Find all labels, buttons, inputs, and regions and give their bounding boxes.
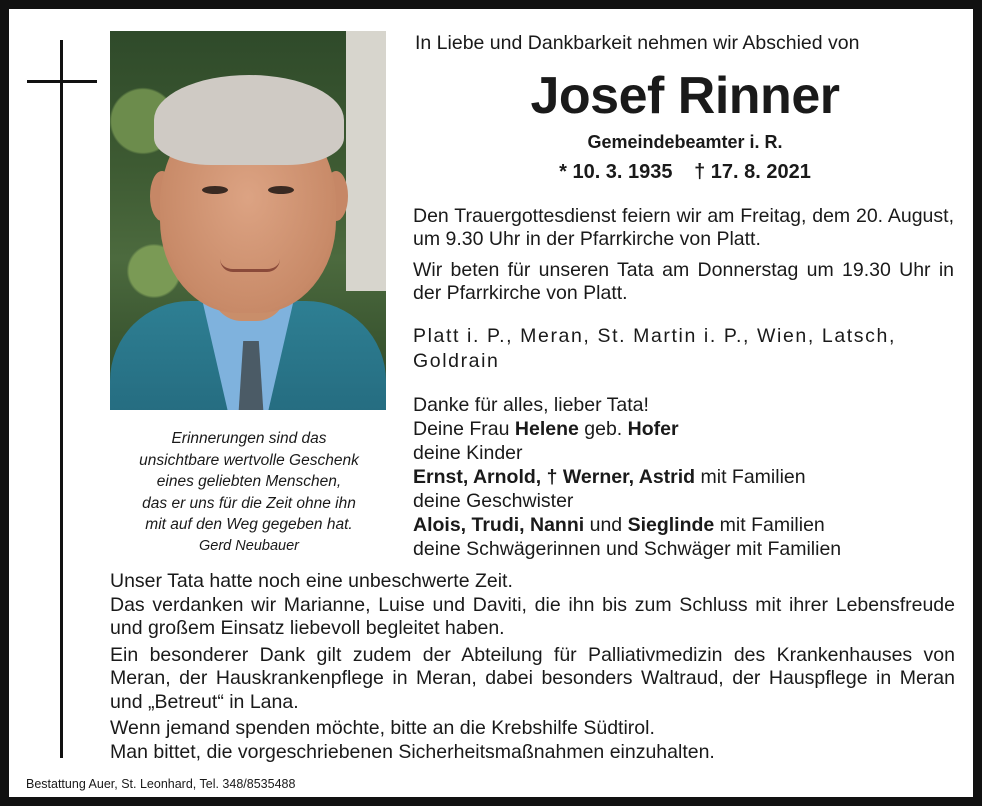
- inlaws-line: deine Schwägerinnen und Schwäger mit Familien: [413, 538, 842, 560]
- quote-line: unsichtbare wertvolle Geschenk: [139, 451, 359, 469]
- family-list: [413, 393, 954, 561]
- quote-line: das er uns für die Zeit ohne ihn: [142, 494, 356, 512]
- cross-icon: [60, 40, 63, 758]
- closing-line: Wenn jemand spenden möchte, bitte an die Krebshilfe Südtirol.: [110, 717, 655, 739]
- closing-text: [110, 570, 955, 764]
- quote-line: Erinnerungen sind das: [171, 430, 327, 447]
- life-dates: [415, 161, 955, 184]
- places-list: Platt i. P., Meran, St. Martin i. P., Wien, Latsch, Goldrain: [413, 325, 896, 372]
- deceased-name: Josef Rinner: [530, 67, 840, 125]
- wife-line: Deine Frau Helene geb. Hofer: [413, 418, 679, 440]
- prayer-service-text: Wir beten für unseren Tata am Donnerstag um 19.30 Uhr in der Pfarrkirche von Platt.: [413, 259, 954, 304]
- closing-line: Man bittet, die vorgeschriebenen Sicherheitsmaßnahmen einzuhalten.: [110, 740, 715, 763]
- death-date: † 17. 8. 2021: [694, 161, 811, 183]
- quote-author: Gerd Neubauer: [199, 537, 299, 554]
- closing-line: Unser Tata hatte noch eine unbeschwerte Zeit.: [110, 570, 513, 592]
- cross-icon-bar: [27, 80, 97, 83]
- siblings-label: deine Geschwister: [413, 490, 574, 512]
- children-label: deine Kinder: [413, 442, 523, 464]
- portrait-photo: [110, 31, 386, 410]
- quote-line: mit auf den Weg gegeben hat.: [145, 516, 353, 533]
- memorial-quote: [104, 428, 394, 557]
- siblings-line: Alois, Trudi, Nanni und Sieglinde mit Familien: [413, 514, 825, 536]
- children-line: Ernst, Arnold, † Werner, Astrid mit Familien: [413, 466, 806, 488]
- deceased-role: Gemeindebeamter i. R.: [587, 132, 783, 152]
- funeral-home-footer: Bestattung Auer, St. Leonhard, Tel. 348/8535488: [26, 777, 296, 791]
- intro-text: In Liebe und Dankbarkeit nehmen wir Abschied von: [415, 32, 860, 54]
- closing-paragraph: Ein besonderer Dank gilt zudem der Abteilung für Palliativmedizin des Krankenhauses von Meran, der Hauskrankenpflege in Meran, dabei besonders Waltraud, der Hauspflege in Meran und „Betreut“ in Lana.: [110, 643, 955, 713]
- thanks-line: Danke für alles, lieber Tata!: [413, 394, 649, 416]
- closing-paragraph: Das verdanken wir Marianne, Luise und Daviti, die ihn bis zum Schluss mit ihrer Lebensfreude und großem Einsatz liebevoll begleitet haben.: [110, 593, 955, 639]
- quote-line: eines geliebten Menschen,: [156, 473, 342, 490]
- birth-date: * 10. 3. 1935: [559, 161, 673, 183]
- funeral-service-text: Den Trauergottesdienst feiern wir am Freitag, dem 20. August, um 9.30 Uhr in der Pfarrkirche von Platt.: [413, 205, 954, 250]
